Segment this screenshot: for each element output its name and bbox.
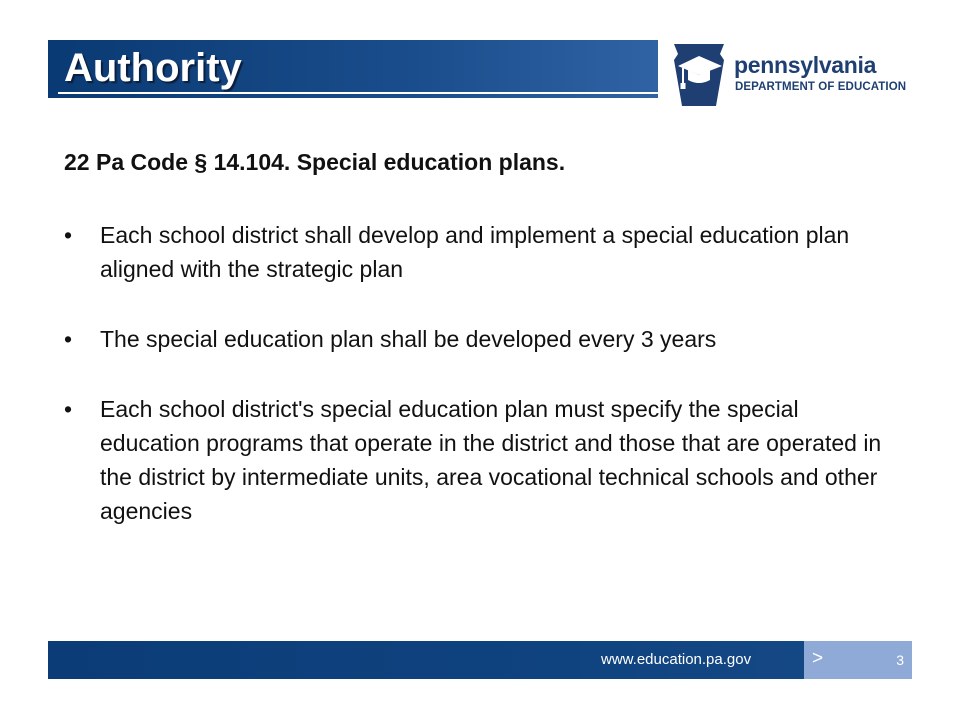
logo-state-name: pennsylvania xyxy=(734,52,877,78)
bullet-text: The special education plan shall be developed every 3 years xyxy=(100,326,717,352)
pa-education-logo xyxy=(664,42,914,112)
logo-department: DEPARTMENT OF EDUCATION xyxy=(735,81,907,93)
keystone-graduation-cap-icon xyxy=(668,42,730,108)
list-item xyxy=(64,218,904,286)
list-item xyxy=(64,322,904,356)
bullet-marker: • xyxy=(64,222,73,248)
title-underline xyxy=(58,92,658,94)
title-bar xyxy=(48,40,658,98)
page-number: 3 xyxy=(896,652,904,668)
code-heading: 22 Pa Code § 14.104. Special education plans. xyxy=(64,149,566,175)
bullet-text: Each school district's special education plan must specify the special education programs that operate in the district and those that are operated in the district by intermediate units, area vocational technical schools and other agencies xyxy=(100,396,882,524)
slide-content xyxy=(64,148,904,564)
bullet-marker: • xyxy=(64,326,73,352)
footer-accent xyxy=(804,641,912,679)
footer-url-link[interactable]: www.education.pa.gov xyxy=(601,651,752,668)
bullet-text: Each school district shall develop and implement a special education plan aligned with the strategic plan xyxy=(100,222,850,282)
bullet-marker: • xyxy=(64,396,73,422)
next-arrow-icon[interactable]: > xyxy=(812,648,824,669)
list-item xyxy=(64,392,904,528)
footer-bar xyxy=(48,641,912,679)
bullet-list xyxy=(64,218,904,528)
slide-title: Authority xyxy=(64,46,242,90)
